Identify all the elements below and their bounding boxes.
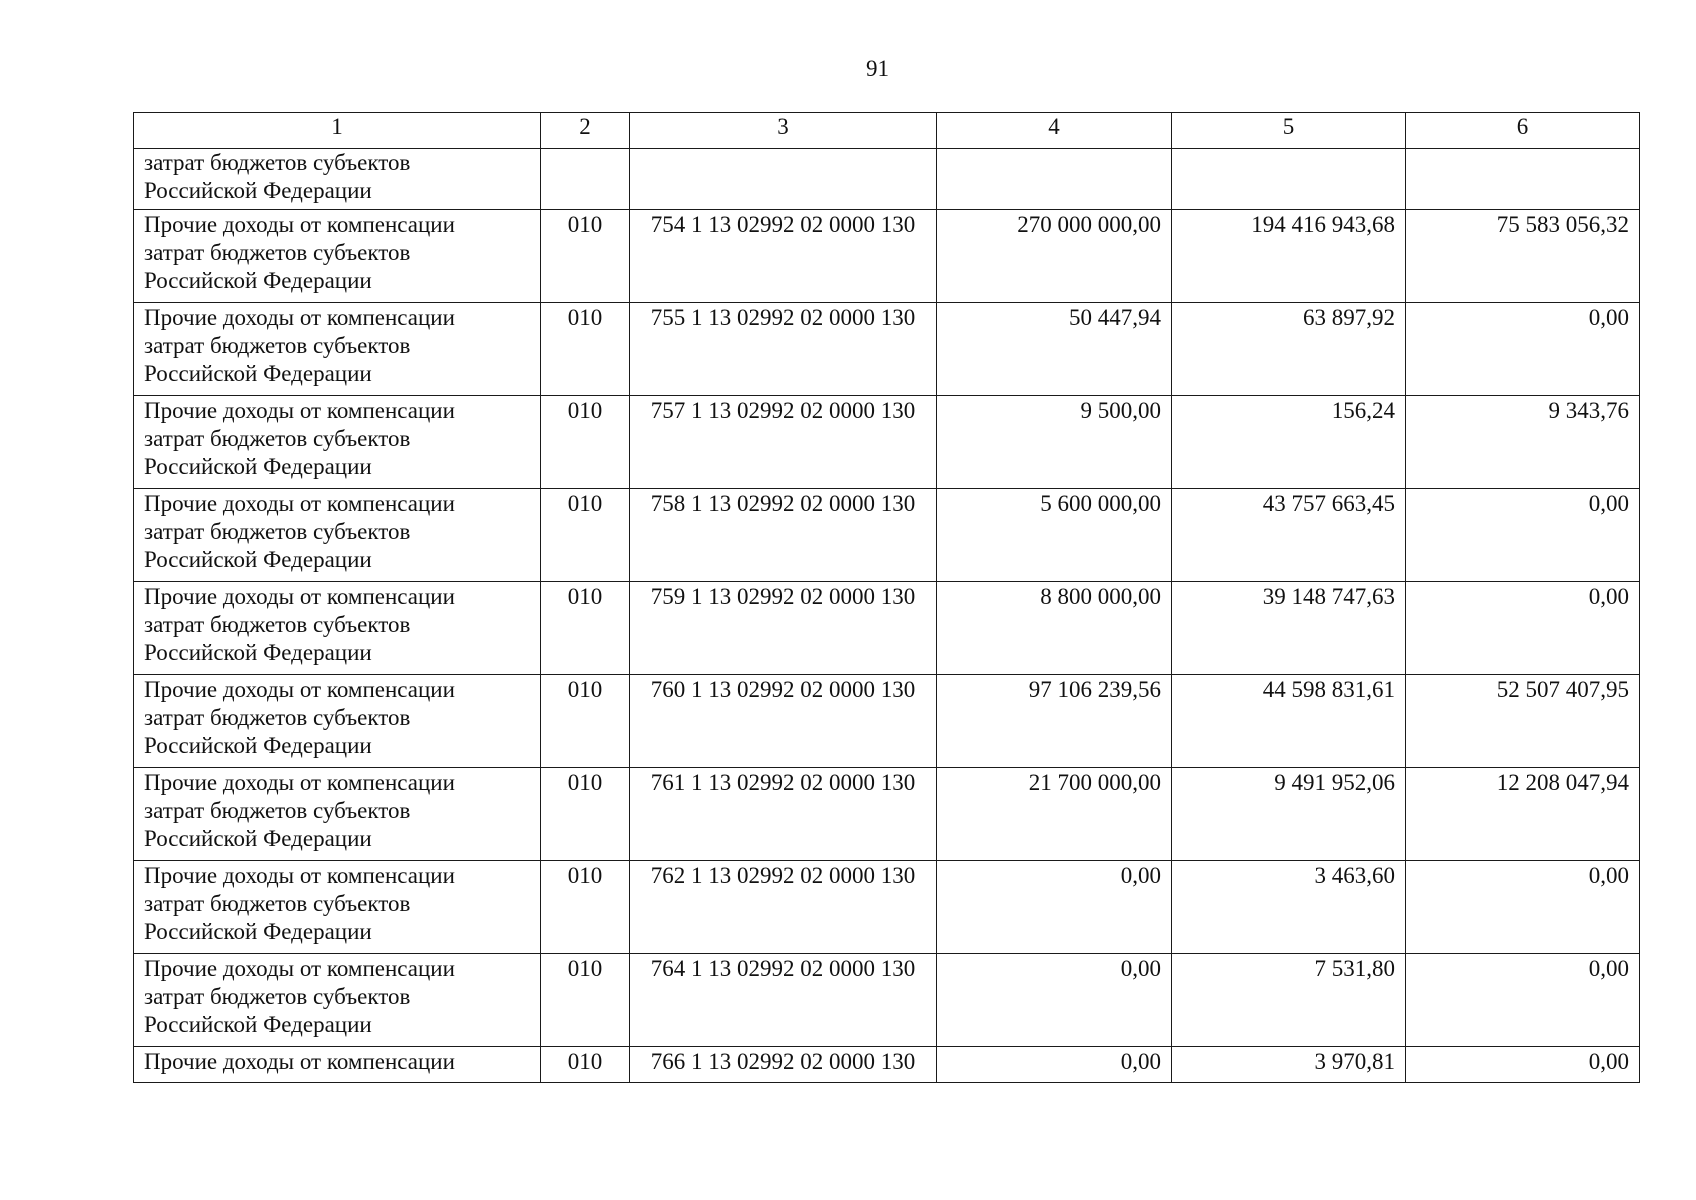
- col6-cell: 0,00: [1406, 861, 1640, 954]
- continuation-row: [134, 149, 1640, 210]
- col5-cell: 39 148 747,63: [1172, 582, 1406, 675]
- col6-cell: [1406, 149, 1640, 210]
- col6-cell: 0,00: [1406, 954, 1640, 1047]
- name-line: Прочие доходы от компенсации: [144, 863, 455, 888]
- table-row: [134, 954, 1640, 1047]
- col6-cell: 52 507 407,95: [1406, 675, 1640, 768]
- col5-cell: 3 463,60: [1172, 861, 1406, 954]
- table-row: [134, 303, 1640, 396]
- table-row: [134, 582, 1640, 675]
- col4-cell: 5 600 000,00: [937, 489, 1172, 582]
- col4-cell: 0,00: [937, 954, 1172, 1047]
- col5-cell: 9 491 952,06: [1172, 768, 1406, 861]
- header-cell-3: 3: [630, 113, 937, 149]
- table-row: [134, 396, 1640, 489]
- col5-cell: 44 598 831,61: [1172, 675, 1406, 768]
- col4-cell: 0,00: [937, 1047, 1172, 1083]
- col6-cell: 75 583 056,32: [1406, 210, 1640, 303]
- kbk-cell: 760 1 13 02992 02 0000 130: [630, 675, 937, 768]
- kbk-cell: 755 1 13 02992 02 0000 130: [630, 303, 937, 396]
- line-code-cell: 010: [541, 861, 630, 954]
- table-row: [134, 768, 1640, 861]
- name-line: затрат бюджетов субъектов: [144, 150, 411, 175]
- header-cell-4: 4: [937, 113, 1172, 149]
- table-row: [134, 210, 1640, 303]
- line-code-cell: [541, 149, 630, 210]
- col5-cell: 3 970,81: [1172, 1047, 1406, 1083]
- name-cell: [134, 149, 541, 210]
- name-cell: [134, 768, 541, 861]
- name-cell: [134, 1047, 541, 1083]
- col5-cell: 156,24: [1172, 396, 1406, 489]
- header-cell-6: 6: [1406, 113, 1640, 149]
- name-cell: [134, 954, 541, 1047]
- col5-cell: 43 757 663,45: [1172, 489, 1406, 582]
- line-code-cell: 010: [541, 768, 630, 861]
- col5-cell: [1172, 149, 1406, 210]
- line-code-cell: 010: [541, 954, 630, 1047]
- name-line: Российской Федерации: [144, 361, 372, 386]
- line-code-cell: 010: [541, 675, 630, 768]
- name-line: Прочие доходы от компенсации: [144, 398, 455, 423]
- col6-cell: 9 343,76: [1406, 396, 1640, 489]
- kbk-cell: 754 1 13 02992 02 0000 130: [630, 210, 937, 303]
- line-code-cell: 010: [541, 1047, 630, 1083]
- line-code-cell: 010: [541, 489, 630, 582]
- kbk-cell: [630, 149, 937, 210]
- name-line: затрат бюджетов субъектов: [144, 333, 411, 358]
- name-line: Прочие доходы от компенсации: [144, 956, 455, 981]
- name-line: затрат бюджетов субъектов: [144, 705, 411, 730]
- name-line: Российской Федерации: [144, 640, 372, 665]
- col5-cell: 194 416 943,68: [1172, 210, 1406, 303]
- name-line: Прочие доходы от компенсации: [144, 770, 455, 795]
- name-line: Прочие доходы от компенсации: [144, 1049, 455, 1074]
- col6-cell: 0,00: [1406, 489, 1640, 582]
- name-line: затрат бюджетов субъектов: [144, 612, 411, 637]
- col6-cell: 0,00: [1406, 582, 1640, 675]
- name-line: затрат бюджетов субъектов: [144, 426, 411, 451]
- name-cell: [134, 303, 541, 396]
- col6-cell: 12 208 047,94: [1406, 768, 1640, 861]
- col4-cell: 270 000 000,00: [937, 210, 1172, 303]
- col4-cell: 8 800 000,00: [937, 582, 1172, 675]
- name-line: Прочие доходы от компенсации: [144, 305, 455, 330]
- kbk-cell: 759 1 13 02992 02 0000 130: [630, 582, 937, 675]
- name-line: Российской Федерации: [144, 454, 372, 479]
- name-line: затрат бюджетов субъектов: [144, 798, 411, 823]
- col4-cell: 0,00: [937, 861, 1172, 954]
- kbk-cell: 762 1 13 02992 02 0000 130: [630, 861, 937, 954]
- page-number: 91: [866, 56, 889, 81]
- name-cell: [134, 210, 541, 303]
- name-line: Прочие доходы от компенсации: [144, 584, 455, 609]
- name-line: Прочие доходы от компенсации: [144, 212, 455, 237]
- line-code-cell: 010: [541, 582, 630, 675]
- name-cell: [134, 675, 541, 768]
- line-code-cell: 010: [541, 396, 630, 489]
- table-row: [134, 675, 1640, 768]
- name-line: Российской Федерации: [144, 268, 372, 293]
- header-row: [134, 113, 1640, 149]
- name-cell: [134, 582, 541, 675]
- header-cell-2: 2: [541, 113, 630, 149]
- name-line: Российской Федерации: [144, 733, 372, 758]
- name-line: Прочие доходы от компенсации: [144, 491, 455, 516]
- header-cell-5: 5: [1172, 113, 1406, 149]
- col6-cell: 0,00: [1406, 1047, 1640, 1083]
- line-code-cell: 010: [541, 210, 630, 303]
- col6-cell: 0,00: [1406, 303, 1640, 396]
- kbk-cell: 766 1 13 02992 02 0000 130: [630, 1047, 937, 1083]
- name-line: Российской Федерации: [144, 178, 372, 203]
- name-line: Прочие доходы от компенсации: [144, 677, 455, 702]
- col5-cell: 7 531,80: [1172, 954, 1406, 1047]
- kbk-cell: 764 1 13 02992 02 0000 130: [630, 954, 937, 1047]
- name-line: Российской Федерации: [144, 1012, 372, 1037]
- kbk-cell: 757 1 13 02992 02 0000 130: [630, 396, 937, 489]
- name-line: затрат бюджетов субъектов: [144, 519, 411, 544]
- col4-cell: 21 700 000,00: [937, 768, 1172, 861]
- table-row: [134, 861, 1640, 954]
- col4-cell: [937, 149, 1172, 210]
- col5-cell: 63 897,92: [1172, 303, 1406, 396]
- name-line: затрат бюджетов субъектов: [144, 984, 411, 1009]
- kbk-cell: 761 1 13 02992 02 0000 130: [630, 768, 937, 861]
- name-line: Российской Федерации: [144, 826, 372, 851]
- col4-cell: 9 500,00: [937, 396, 1172, 489]
- name-cell: [134, 861, 541, 954]
- name-cell: [134, 489, 541, 582]
- name-cell: [134, 396, 541, 489]
- col4-cell: 97 106 239,56: [937, 675, 1172, 768]
- name-line: Российской Федерации: [144, 547, 372, 572]
- col4-cell: 50 447,94: [937, 303, 1172, 396]
- line-code-cell: 010: [541, 303, 630, 396]
- name-line: Российской Федерации: [144, 919, 372, 944]
- name-line: затрат бюджетов субъектов: [144, 240, 411, 265]
- header-cell-1: 1: [134, 113, 541, 149]
- table-row: [134, 1047, 1640, 1083]
- revenue-table: [133, 112, 1640, 1083]
- name-line: затрат бюджетов субъектов: [144, 891, 411, 916]
- table-row: [134, 489, 1640, 582]
- kbk-cell: 758 1 13 02992 02 0000 130: [630, 489, 937, 582]
